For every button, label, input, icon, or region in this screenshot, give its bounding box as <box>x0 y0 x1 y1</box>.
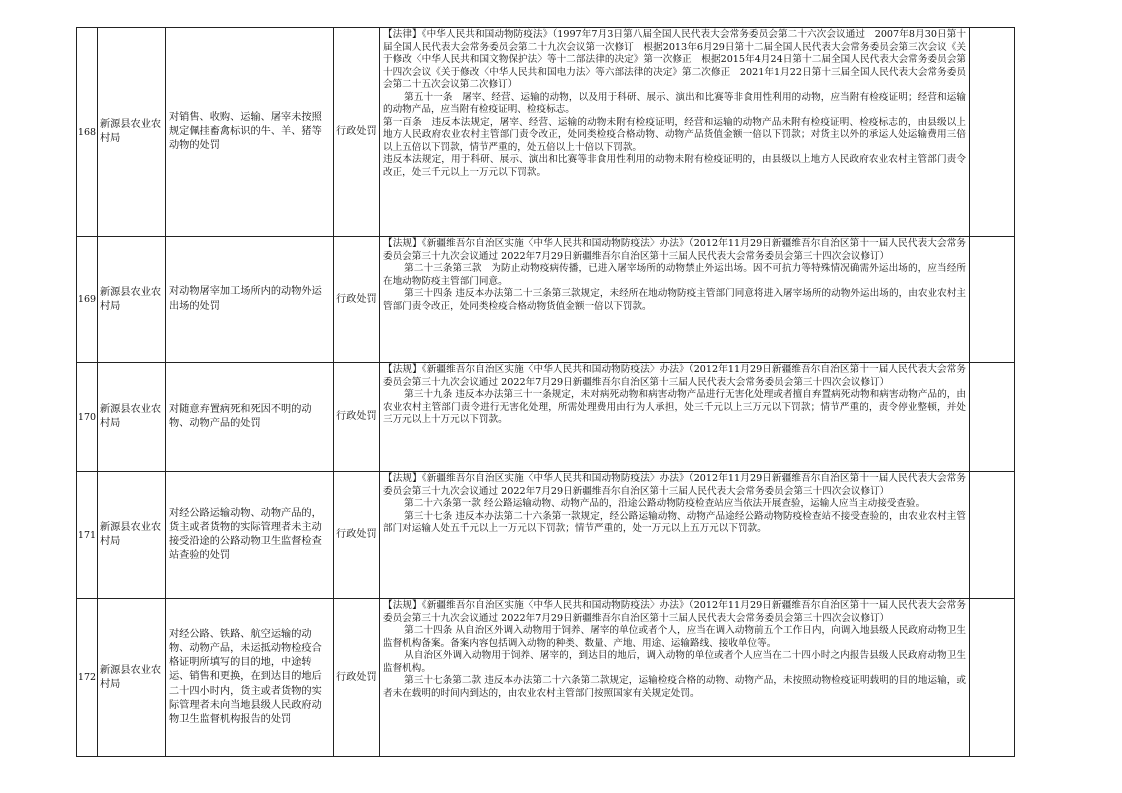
empty-cell <box>970 599 1015 757</box>
legal-basis-cell <box>380 237 970 363</box>
empty-cell <box>970 28 1015 237</box>
penalty-list-table <box>76 27 1015 757</box>
category-cell: 行政处罚 <box>334 599 380 757</box>
item-name-cell: 对经公路、铁路、航空运输的动物、动物产品，未运抵动物检疫合格证明所填写的目的地，中途转运、销售和更换，在到达目的地后二十四小时内，货主或者货物的实际管理者未向当地县级人民政府动物卫生监督机构报告的处罚 <box>166 599 334 757</box>
table-row <box>77 472 1015 599</box>
item-name-cell: 对随意弃置病死和死因不明的动物、动物产品的处罚 <box>166 363 334 472</box>
table-row <box>77 363 1015 472</box>
category-cell: 行政处罚 <box>334 363 380 472</box>
item-name-cell: 对经公路运输动物、动物产品的，货主或者货物的实际管理者未主动接受沿途的公路动物卫生监督检查站查验的处罚 <box>166 472 334 599</box>
basis-paragraph: 第一百条 违反本法规定，屠宰、经营、运输的动物未附有检疫证明，经营和运输的动物产品未附有检疫证明、检疫标志的，由县级以上地方人民政府农业农村主管部门责令改正，处同类检疫合格动物、动物产品货值金额一倍以下罚款；对货主以外的承运人处运输费用三倍以上五倍以下罚款，情节严重的，处五倍以上十倍以下罚款。 <box>383 116 966 153</box>
table-row <box>77 237 1015 363</box>
department-cell: 新源县农业农村局 <box>98 237 166 363</box>
item-name-cell: 对销售、收购、运输、屠宰未按照规定佩挂畜禽标识的牛、羊、猪等动物的处罚 <box>166 28 334 237</box>
category-cell: 行政处罚 <box>334 28 380 237</box>
empty-cell <box>970 472 1015 599</box>
department-cell: 新源县农业农村局 <box>98 599 166 757</box>
empty-cell <box>970 363 1015 472</box>
basis-paragraph: 第三十七条第二款 违反本办法第二十六条第二款规定，运输检疫合格的动物、动物产品，未按照动物检疫证明载明的目的地运输，或者未在载明的时间内到达的，由农业农村主管部门按照国家有关规定处罚。 <box>383 675 966 699</box>
basis-paragraph: 第二十六条第一款 经公路运输动物、动物产品的，沿途公路动物防疫检查站应当依法开展查验，运输人应当主动接受查验。 <box>404 498 926 509</box>
legal-basis-cell <box>380 472 970 599</box>
table-row <box>77 28 1015 237</box>
row-number: 171 <box>77 472 98 599</box>
basis-paragraph: 【法规】《新疆维吾尔自治区实施〈中华人民共和国动物防疫法〉办法》（2012年11月29日新疆维吾尔自治区第十一届人民代表大会常务委员会第三十九次会议通过 2022年7月29日新疆维吾尔自治区第十三届人民代表大会常务委员会第三十四次会议修订） <box>383 364 966 388</box>
row-number: 170 <box>77 363 98 472</box>
basis-paragraph: 第二十四条 从自治区外调入动物用于饲养、屠宰的单位或者个人，应当在调入动物前五个工作日内，向调入地县级人民政府动物卫生监督机构备案。备案内容包括调入动物的种类、数量、产地、用途、运输路线、接收单位等。 <box>383 625 966 649</box>
table-row <box>77 599 1015 757</box>
legal-basis-cell <box>380 28 970 237</box>
basis-paragraph: 【法规】《新疆维吾尔自治区实施〈中华人民共和国动物防疫法〉办法》（2012年11月29日新疆维吾尔自治区第十一届人民代表大会常务委员会第三十九次会议通过 2022年7月29日新疆维吾尔自治区第十三届人民代表大会常务委员会第三十四次会议修订） <box>383 238 966 262</box>
row-number: 168 <box>77 28 98 237</box>
empty-cell <box>970 237 1015 363</box>
category-cell: 行政处罚 <box>334 472 380 599</box>
department-cell: 新源县农业农村局 <box>98 28 166 237</box>
basis-paragraph: 第五十一条 屠宰、经营、运输的动物，以及用于科研、展示、演出和比赛等非食用性利用的动物，应当附有检疫证明；经营和运输的动物产品，应当附有检疫证明、检疫标志。 <box>383 91 966 115</box>
basis-paragraph: 从自治区外调入动物用于饲养、屠宰的，到达目的地后，调入动物的单位或者个人应当在二十四小时之内报告县级人民政府动物卫生监督机构。 <box>383 650 966 674</box>
legal-basis-cell <box>380 363 970 472</box>
basis-paragraph: 【法规】《新疆维吾尔自治区实施〈中华人民共和国动物防疫法〉办法》（2012年11月29日新疆维吾尔自治区第十一届人民代表大会常务委员会第三十九次会议通过 2022年7月29日新疆维吾尔自治区第十三届人民代表大会常务委员会第三十四次会议修订） <box>383 600 966 624</box>
basis-paragraph: 第三十九条 违反本办法第三十一条规定，未对病死动物和病害动物产品进行无害化处理或者擅自弃置病死动物和病害动物产品的，由农业农村主管部门责令进行无害化处理，所需处理费用由行为人承担，处三千元以上三万元以下罚款；情节严重的，责令停业整顿，并处三万元以上十万元以下罚款。 <box>383 389 966 425</box>
department-cell: 新源县农业农村局 <box>98 363 166 472</box>
basis-paragraph: 第三十四条 违反本办法第二十三条第三款规定，未经所在地动物防疫主管部门同意将进入屠宰场所的动物外运出场的，由农业农村主管部门责令改正，处同类检疫合格动物货值金额一倍以下罚款。 <box>383 288 966 312</box>
legal-basis-cell <box>380 599 970 757</box>
basis-paragraph: 第二十三条第三款 为防止动物疫病传播，已进入屠宰场所的动物禁止外运出场。因不可抗力等特殊情况确需外运出场的，应当经所在地动物防疫主管部门同意。 <box>383 263 966 287</box>
category-cell: 行政处罚 <box>334 237 380 363</box>
item-name-cell: 对动物屠宰加工场所内的动物外运出场的处罚 <box>166 237 334 363</box>
basis-paragraph: 第三十七条 违反本办法第二十六条第一款规定，经公路运输动物、动物产品途经公路动物防疫检查站不接受查验的，由农业农村主管部门对运输人处五千元以上一万元以下罚款；情节严重的，处一万元以上五万元以下罚款。 <box>383 510 966 534</box>
basis-paragraph: 【法律】《中华人民共和国动物防疫法》（1997年7月3日第八届全国人民代表大会常务委员会第二十六次会议通过 2007年8月30日第十届全国人民代表大会常务委员会第二十九次会议第一次修订 根据2013年6月29日第十二届全国人民代表大会常务委员会第三次会议《关于修改〈中华人民共和国文物保护法〉等十二部法律的决定》第一次修正 根据2015年4月24日第十二届全国人民代表大会常务委员会第十四次会议《关于修改〈中华人民共和国电力法〉等六部法律的决定》第二次修正 2021年1月22日第十三届全国人民代表大会常务委员会第二十五次会议第二次修订） <box>383 29 966 90</box>
department-cell: 新源县农业农村局 <box>98 472 166 599</box>
row-number: 172 <box>77 599 98 757</box>
basis-paragraph: 【法规】《新疆维吾尔自治区实施〈中华人民共和国动物防疫法〉办法》（2012年11月29日新疆维吾尔自治区第十一届人民代表大会常务委员会第三十九次会议通过 2022年7月29日新疆维吾尔自治区第十三届人民代表大会常务委员会第三十四次会议修订） <box>383 473 966 497</box>
basis-paragraph: 违反本法规定，用于科研、展示、演出和比赛等非食用性利用的动物未附有检疫证明的，由县级以上地方人民政府农业农村主管部门责令改正，处三千元以上一万元以下罚款。 <box>383 154 966 178</box>
row-number: 169 <box>77 237 98 363</box>
